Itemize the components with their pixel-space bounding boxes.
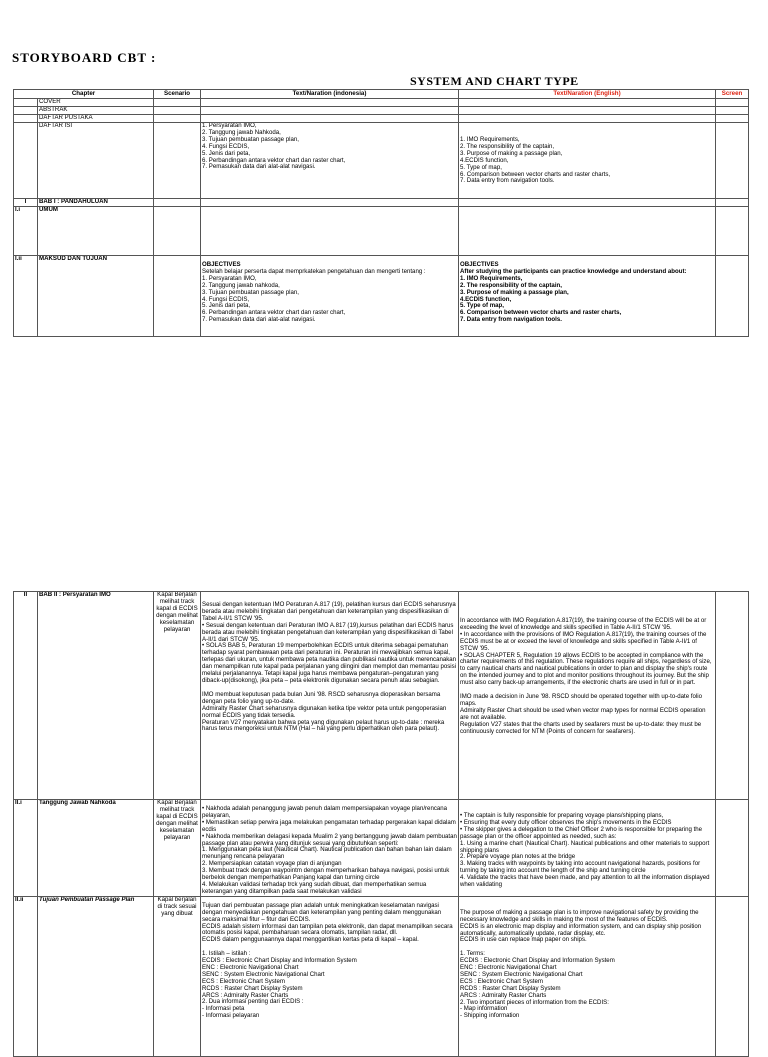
bab2-text-indonesia: Sesuai dengan ketentuan IMO Peraturan A.817 (19), pelatihan kursus dari ECDIS seharusnya berada atau melebihi tingkatan dari pengetahuan dan keterampilan yang dispesifikasikan di Tabel A-II/1 STCW '95. • Sesuai dengan ketentuan dari Peraturan IMO A.817 (19),kursus pelatihan dari ECDIS harus berada atau melebihi tingkatan pengetahuan dan keterampilan yang dispesifikasikan di Tabel A-II/1 dari STCW '95. • SOLAS BAB 5, Peraturan 19 memperbolehkan ECDIS untuk diterima sebagai pematuhan terhadap syarat pembawaan peta dari peraturan ini. Peraturan ini mewajibkan semua kapal, terlepas dari ukuran, untuk membawa peta nautika dan publikasi nautika untuk merencanakan dan menampilkan rute kapal pada perjalanan yang diingini dan memplot dan memantau posisi melalui perjalanannya. Tetapi kapal juga harus membawa pengaturan–pengaturan yang diback-up(disokong), jika peta – peta elektronik digunakan secara penuh atau sebagian. [202, 601, 457, 684]
col-scenario-header: Scenario [154, 90, 201, 99]
tanggung-jawab-number: II.i [14, 800, 38, 897]
umum-title: UMUM [38, 207, 154, 256]
row-daftar-isi: DAFTAR ISI [38, 123, 154, 199]
objectives-indonesia-text: Setelah belajar perserta dapat memprkatekan pengetahuan dan mengerti tentang : 1. Persyaratan IMO, 2. Tanggung jawab nahkoda, 3. Tujuan pembuatan passage plan, 4. Fungsi ECDIS, 5. Jenis dari peta, 6. Perbandingan antara vektor chart dan raster chart, 7. Pemasukan data dari alat-alat navigasi. [202, 267, 426, 324]
bab2-text-english-2: IMO made a decision in June '98. RSCD should be operated together with up-to-date folio maps. Admiralty Raster Chart should be used when vector map types for normal ECDIS operation are not available. Regulation V27 states that the charts used by seafarers must be up-to-date: they must be continuously corrected for NTM (Points of concern for seafarers). [460, 693, 706, 735]
storyboard-table-bottom [13, 591, 749, 1057]
umum-number: I.i [14, 207, 38, 256]
passage-plan-scenario: Kapal berjalan di track sesuai yang dibuat [154, 896, 201, 1056]
col-chapter-header: Chapter [14, 90, 154, 99]
objectives-english-heading: OBJECTIVES [460, 261, 499, 268]
passage-plan-title: Tujuan Pembuatan Passage Plan [38, 896, 154, 1056]
bab2-text-indonesia-2: IMO membuat keputusan pada bulan Juni '98. RSCD seharusnya dioperasikan bersama dengan peta folio yang up-to-date. Admiralty Raster Chart seharusnya digunakan ketika tipe vektor peta untuk pengoperasian normal ECDIS yang tidak tersedia. Peraturan V27 menyatakan bahwa peta yang digunakan pelaut harus up-to-date : mereka harus terus mengoreksi untuk NTM (Hal – hal yang perlu diperhatikan oleh para pelaut). [202, 690, 447, 733]
passage-plan-text-english: The purpose of making a passage plan is to improve navigational safety by providing the necessary knowledge and skills in making the most of the features of ECDIS. ECDIS is an electronic map display and information system, and can display ship position automatically, automatically update, radar display, etc. ECDIS in use can replace map paper on ships. 1. Terms: ECDIS : Electronic Chart Display and Information System ENC : Electronic Navigational Chart SENC : System Electronic Navigational Chart ECS : Electronic Chart System RCDS : Raster Chart Display System ARCS : Admiralty Raster Charts 2. Two important pieces of information from the ECDIS: - Map information - Shipping information [459, 896, 716, 1056]
maksud-number: I.ii [14, 256, 38, 337]
tanggung-jawab-text-english: • The captain is fully responsible for preparing voyage plans/shipping plans, • Ensuring that every duty officer observes the ship's movements in the ECDIS • The skipper gives a delegation to the Chief Officer 2 who is responsible for preparing the passage plan or the officer appointed as needed, such as: 1. Using a marine chart (Nautical Chart). Nautical publications and other materials to support shipping plans 2. Prepare voyage plan notes at the bridge 3. Making tracks with waypoints by taking into account navigational hazards, positions for turning by taking into account the length of the ship and turning circle 4. Validate the tracks that have been made, and pay attention to all the information displayed when validating [459, 800, 716, 897]
tanggung-jawab-scenario: Kapal Berjalan melihat track kapal di ECDIS dengan melihat keselamatan pelayaran [154, 800, 201, 897]
tanggung-jawab-title: Tanggung Jawab Nahkoda [38, 800, 154, 897]
storyboard-table-top [13, 89, 749, 337]
bab2-text-english: In accordance with IMO Regulation A.817(19), the training course of the ECDIS will be at or exceeding the level of knowledge and skills specified in Table A-II/1 STCW '95. • In accordance with the provisions of IMO Regulation A.817(19), the training courses of the ECDIS must be at or exceed the level of knowledge and skills specified in Table A-II/1 of STCW '95. • SOLAS CHAPTER 5, Regulation 19 allows ECDIS to be accepted in compliance with the charter requirements of this regulation. These regulations require all ships, regardless of size, to carry nautical charts and nautical publications in order to plan and display the ship's route on the intended journey and to plot and monitor positions throughout its journey. But the ship must also carry back-up arrangements, if the electronic charts are used in full or in part. [460, 617, 712, 687]
row-daftar-pustaka: DAFTAR PUSTAKA [38, 115, 154, 123]
row-abstrak: ABSTRAK [38, 107, 154, 115]
toc-indonesia: 1. Persyaratan IMO, 2. Tanggung jawab Nahkoda, 3. Tujuan pembuatan passage plan, 4. Fungsi ECDIS, 5. Jenis dari peta, 6. Perbandingan antara vektor chart dan raster chart, 7. Pemasukan data dari alat-alat navigasi. [201, 123, 459, 199]
passage-plan-text-indonesia: Tujuan dari pembuatan passage plan adalah untuk meningkatkan keselamatan navigasi dengan menyediakan pengetahuan dan keterampilan yang penting dalam menggunakan secara maksimal fitur – fitur dari ECDIS. ECDIS adalah sistem informasi dan tampilan peta elektronik, dan dapat menampilkan secara otomatis posisi kapal, pembaharuan secara otomatis, tampilan radar, dll. ECDIS dalam penggunaannya dapat menggantikan kertas peta di kapal – kapal. 1. Istilah – istilah : ECDIS : Electronic Chart Display and Information System ENC : Electronic Navigational Chart SENC : System Electronic Navigational Chart ECS : Electronic Chart System RCDS : Raster Chart Display System ARCS : Admiralty Raster Charts 2. Dua informasi penting dari ECDIS : - Informasi peta - Informasi pelayaran [201, 896, 459, 1056]
bab2-title: BAB II : Persyaratan IMO [38, 592, 154, 800]
bab1-number: I [14, 199, 38, 207]
document-title: STORYBOARD CBT : [12, 50, 157, 65]
col-screen-header: Screen [716, 90, 749, 99]
col-indonesia-header: Text/Naration (indonesia) [201, 90, 459, 99]
row-cover: COVER [38, 99, 154, 107]
bab2-number: II [14, 592, 38, 800]
toc-english: 1. IMO Requirements, 2. The responsibility of the captain, 3. Purpose of making a passage plan, 4.ECDIS function, 5. Type of map, 6. Comparison between vector charts and raster charts, 7. Data entry from navigation tools. [459, 123, 716, 199]
bab1-title: BAB I : PANDAHULUAN [38, 199, 154, 207]
col-english-header: Text/Naration (English) [459, 90, 716, 99]
bab2-scenario: Kapal Berjalan melihat track kapal di ECDIS dengan melihat keselamatan pelayaran [154, 592, 201, 800]
tanggung-jawab-text-indonesia: • Nakhoda adalah penanggung jawab penuh dalam mempersiapakan voyage plan/rencana pelayaran, • Memastikan setiap perwira jaga melakukan pengamatan terhadap pergerakan kapal didalam ecdis • Nakhoda memberikan delagasi kepada Mualim 2 yang bertanggung jawab dalam pembuatan passage plan atau perwira yang ditunjuk sesuai yang dibutuhkan seperti: 1. Menggunakan peta laut (Nautical Chart). Nautical publication dan bahan bahan lain dalam menunjang rencana pelayaran 2. Mempersiapkan catatan voyage plan di anjungan 3. Membuat track dengan waypointm dengan memperharikan bahaya navigasi, posisi untuk berbelok dengan memperhatikan Panjang kapal dan turning circle 4. Melakukan validasi terhadap trck yang sudah dibuat, dan memperhatikan semua keterangan yang ditampilkan pada saat melakukan validasi [201, 800, 459, 897]
section-subtitle: SYSTEM AND CHART TYPE [410, 74, 579, 88]
maksud-title: MAKSUD DAN TUJUAN [38, 256, 154, 337]
objectives-indonesia-heading: OBJECTIVES [202, 261, 241, 268]
objectives-english-text: After studying the participants can practice knowledge and understand about: 1. IMO Requirements, 2. The responsibility of the captain, 3. Purpose of making a passage plan, 4.ECDIS function, 5. Type of map, 6. Comparison between vector charts and raster charts, 7. Data entry from navigation tools. [460, 267, 687, 324]
passage-plan-number: II.ii [14, 896, 38, 1056]
